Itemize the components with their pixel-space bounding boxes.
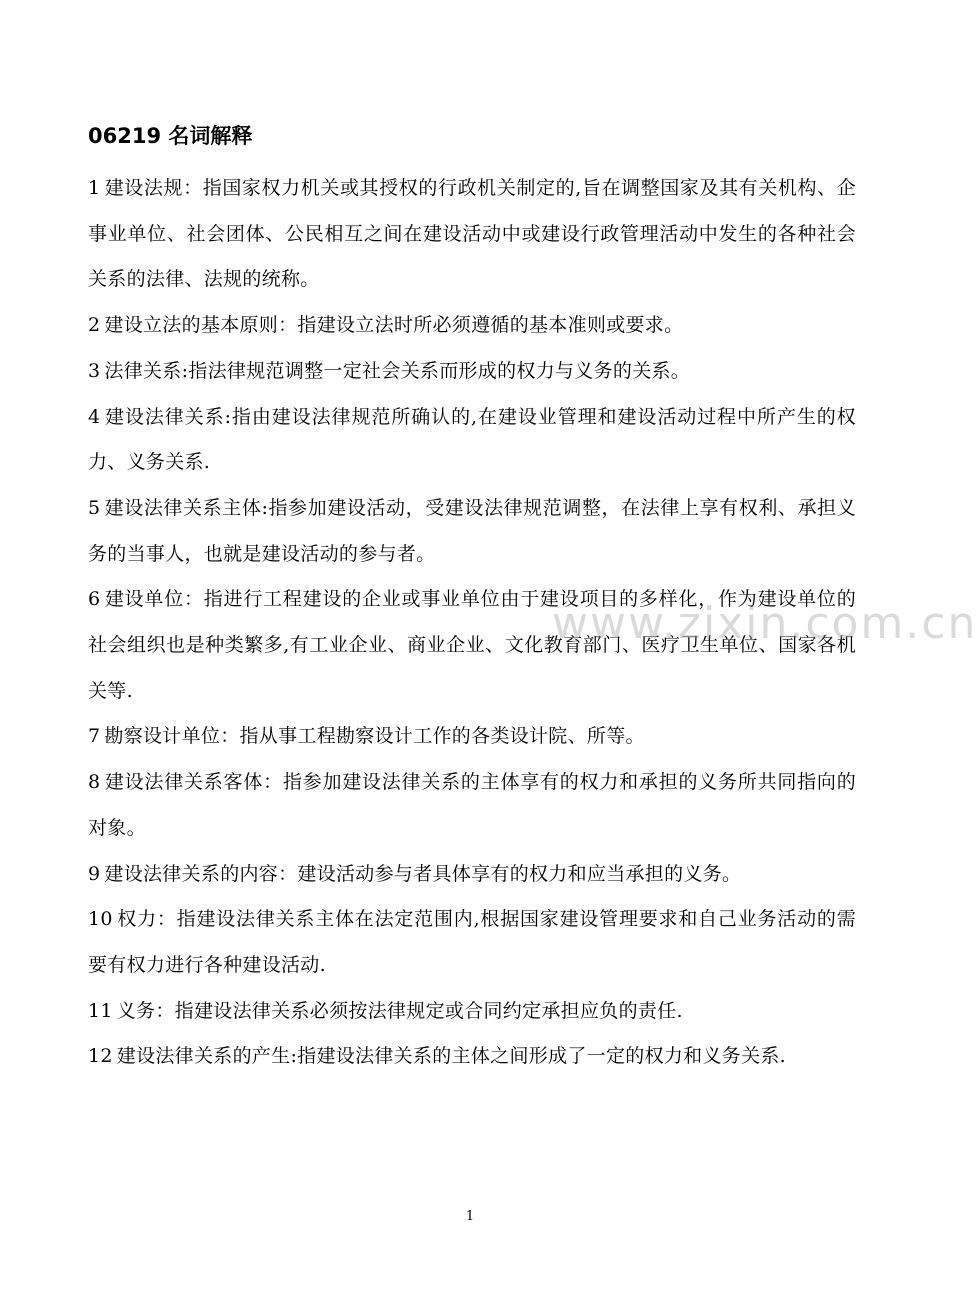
entry-11 bbox=[88, 989, 856, 1035]
entry-text: 建设法律关系的内容：建设活动参与者具体享有的权力和应当承担的义务。 bbox=[104, 862, 742, 885]
entry-number: 3 bbox=[88, 359, 101, 382]
entry-12 bbox=[88, 1034, 856, 1080]
entry-number: 12 bbox=[88, 1045, 113, 1068]
entry-number: 8 bbox=[88, 771, 101, 794]
entry-2 bbox=[88, 303, 856, 349]
entry-9 bbox=[88, 852, 856, 898]
entry-number: 2 bbox=[88, 314, 101, 337]
entry-text: 义务：指建设法律关系必须按法律规定或合同约定承担应负的责任. bbox=[116, 999, 683, 1022]
entry-1 bbox=[88, 166, 856, 303]
entry-text: 权力：指建设法律关系主体在法定范围内,根据国家建设管理要求和自己业务活动的需要有权力进行各种建设活动. bbox=[88, 908, 856, 976]
entry-text: 建设立法的基本原则：指建设立法时所必须遵循的基本准则或要求。 bbox=[104, 314, 684, 337]
entry-7 bbox=[88, 714, 856, 760]
entry-text: 勘察设计单位：指从事工程勘察设计工作的各类设计院、所等。 bbox=[104, 725, 645, 748]
entry-text: 建设法规：指国家权力机关或其授权的行政机关制定的,旨在调整国家及其有关机构、企事业单位、社会团体、公民相互之间在建设活动中或建设行政管理活动中发生的各种社会关系的法律、法规的统称。 bbox=[88, 177, 856, 291]
entry-number: 4 bbox=[88, 405, 101, 428]
entry-number: 11 bbox=[88, 999, 113, 1022]
entry-text: 建设法律关系的产生:指建设法律关系的主体之间形成了一定的权力和义务关系. bbox=[116, 1045, 787, 1068]
entry-text: 建设单位：指进行工程建设的企业或事业单位由于建设项目的多样化，作为建设单位的社会组织也是种类繁多,有工业企业、商业企业、文化教育部门、医疗卫生单位、国家各机关等. bbox=[88, 588, 856, 702]
entry-6 bbox=[88, 577, 856, 714]
entry-5 bbox=[88, 486, 856, 577]
entry-number: 1 bbox=[88, 177, 101, 199]
entry-number: 5 bbox=[88, 496, 101, 519]
entry-4 bbox=[88, 395, 856, 486]
watermark: www.zixin.com.cn bbox=[552, 598, 977, 649]
entry-text: 建设法律关系:指由建设法律规范所确认的,在建设业管理和建设活动过程中所产生的权力、义务关系. bbox=[88, 405, 856, 474]
entry-text: 建设法律关系主体:指参加建设活动，受建设法律规范调整，在法律上享有权利、承担义务的当事人，也就是建设活动的参与者。 bbox=[88, 496, 856, 565]
entry-8 bbox=[88, 760, 856, 851]
document-title: 06219 名词解释 bbox=[88, 124, 253, 148]
entry-number: 6 bbox=[88, 588, 101, 611]
entry-number: 10 bbox=[88, 908, 113, 931]
entry-10 bbox=[88, 897, 856, 988]
document-body bbox=[88, 166, 856, 1080]
page-number: 1 bbox=[465, 1209, 475, 1224]
entry-number: 7 bbox=[88, 725, 101, 748]
entry-text: 建设法律关系客体：指参加建设法律关系的主体享有的权力和承担的义务所共同指向的对象。 bbox=[88, 771, 856, 839]
entry-number: 9 bbox=[88, 862, 101, 885]
entry-3 bbox=[88, 349, 856, 395]
entry-text: 法律关系:指法律规范调整一定社会关系而形成的权力与义务的关系。 bbox=[104, 359, 691, 382]
